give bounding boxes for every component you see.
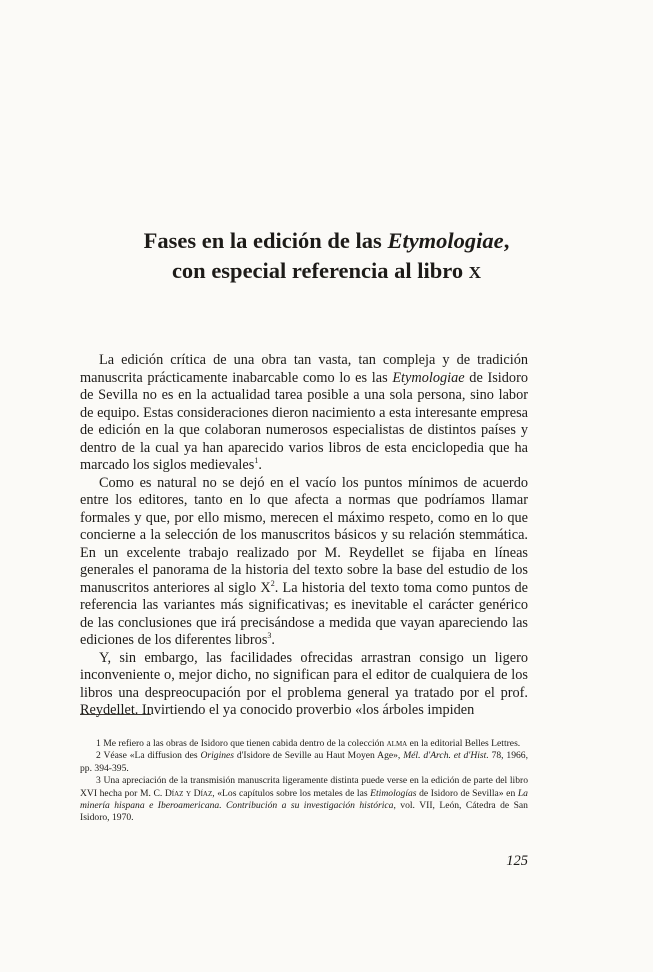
footnote-divider [80, 714, 151, 715]
footnote-ref-2[interactable]: 2 [270, 578, 275, 588]
article-body [80, 352, 528, 720]
title-line-2: con especial referencia al libro x [171, 258, 482, 284]
paragraph-2: Como es natural no se dejó en el vacío los puntos mínimos de acuerdo entre los editores, tanto en lo que afecta a normas que podríamos llamar formales y que, por ello mismo, merecen el máximo respeto, como en lo que concierne a la selección de los manuscritos básicos y su relación stemmática. En un excelente trabajo realizado por M. Reydellet se fijaba en líneas generales el panorama de la historia del texto sobre la base del estudio de los manuscritos anteriores al siglo $X^2$. La historia del texto toma como puntos de referencia las variantes más significativas; es inevitable el carácter genérico de las conclusiones que irá precisándose a medida que vayan apareciendo las ediciones de los diferentes libros$^3$. [80, 474, 528, 648]
footnote-2: 2 Véase «La diffusion des Origines d'Isidore de Seville au Haut Moyen Age», Mél. d'Arch. et d'Hist. 78, 1966, pp. 394-395. [80, 750, 528, 774]
footnotes [80, 738, 528, 825]
paragraph-3: Y, sin embargo, las facilidades ofrecidas arrastran consigo un ligero inconveniente o, mejor dicho, no significan para el editor de cualquiera de los libros una despreocupación por el problema general ya tratado por el prof. Reydellet. Invirtiendo el ya conocido proverbio «los árboles impiden [80, 649, 528, 718]
title-emphasis: Etymologiae [387, 228, 504, 253]
footnote-ref-1[interactable]: 1 [254, 456, 259, 466]
article-title [0, 226, 653, 286]
footnote-3: 3 Una apreciación de la transmisión manuscrita ligeramente distinta puede verse en la edición de parte del libro XVI hecha por M. C. Díaz y Díaz, «Los capítulos sobre los metales de las Etimologías de Isidoro de Sevilla» en La minería hispana e Iberoamericana. Contribución a su investigación histórica, vol. VII, León, Cátedra de San Isidoro, 1970. [80, 775, 528, 824]
footnote-1: 1 Me refiero a las obras de Isidoro que tienen cabida dentro de la colección alma en la editorial Belles Lettres. [96, 738, 521, 749]
title-roman-numeral: x [468, 258, 482, 284]
page-number: 125 [506, 853, 528, 869]
paragraph-1: La edición crítica de una obra tan vasta, tan compleja y de tradición manuscrita prácticamente inabarcable como lo es las Etymologiae de Isidoro de Sevilla no es en la actualidad tarea posible a una sola persona, sino labor de equipo. Estas consideraciones dieron nacimiento a esta interesante empresa de edición en la que colaboran numerosos especialistas de distintos países y dentro de la cual ya han aparecido varios libros de esta enciclopedia que ha marcado los siglos medievales$^1$. [80, 352, 528, 473]
title-line-1: Fases en la edición de las Etymologiae, [143, 228, 510, 253]
footnote-ref-3[interactable]: 3 [267, 631, 272, 641]
